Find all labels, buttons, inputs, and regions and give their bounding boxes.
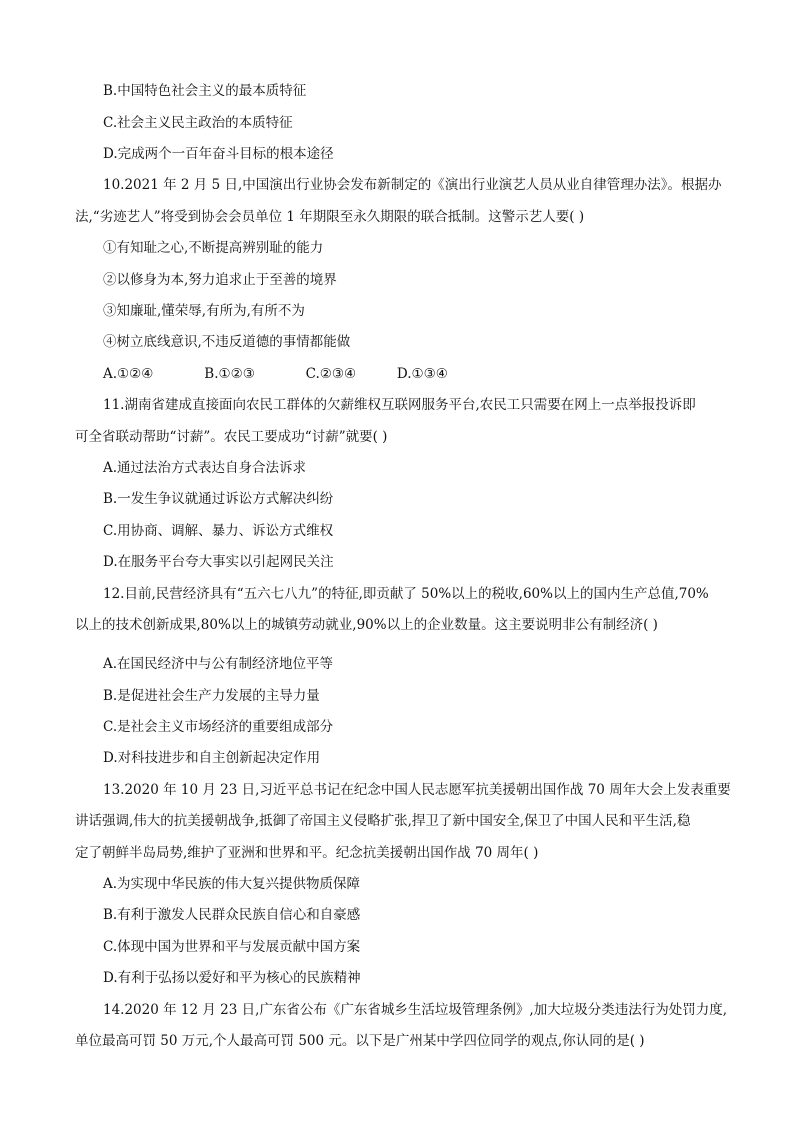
q9-option-d: D.完成两个一百年奋斗目标的根本途径 [103,146,334,162]
q13-option-d: D.有利于弘扬以爱好和平为核心的民族精神 [103,970,361,986]
q12-option-c: C.是社会主义市场经济的重要组成部分 [103,719,334,735]
q11-option-a: A.通过法治方式表达自身合法诉求 [103,460,307,476]
q13-stem-line-2: 讲话强调,伟大的抗美援朝战争,抵御了帝国主义侵略扩张,捍卫了新中国安全,保卫了中国人民和平生活,稳 [75,813,691,829]
q13-option-a: A.为实现中华民族的伟大复兴提供物质保障 [103,876,361,892]
q9-option-c: C.社会主义民主政治的本质特征 [103,115,293,131]
q11-stem-line-1: 11.湖南省建成直接面向农民工群体的欠薪维权互联网服务平台,农民工只需要在网上一点举报投诉即 [103,397,696,413]
q11-stem-line-2: 可全省联动帮助“讨薪”。农民工要成功“讨薪”就要( ) [75,429,388,445]
q10-stem-line-1: 10.2021 年 2 月 5 日,中国演出行业协会发布新制定的《演出行业演艺人员从业自律管理办法》。根据办 [103,177,722,193]
q10-statement-1: ①有知耻之心,不断提高辨别耻的能力 [103,240,324,256]
q11-option-b: B.一发生争议就通过诉讼方式解决纠纷 [103,491,334,507]
q13-stem-line-1: 13.2020 年 10 月 23 日,习近平总书记在纪念中国人民志愿军抗美援朝出国作战 70 周年大会上发表重要 [103,782,731,798]
q10-statement-3: ③知廉耻,懂荣辱,有所为,有所不为 [103,303,305,319]
q11-option-d: D.在服务平台夸大事实以引起网民关注 [103,554,334,570]
q14-stem-line-2: 单位最高可罚 50 万元,个人最高可罚 500 元。以下是广州某中学四位同学的观点,你认同的是( ) [75,1033,645,1049]
q12-option-a: A.在国民经济中与公有制经济地位平等 [103,656,334,672]
q14-stem-line-1: 14.2020 年 12 月 23 日,广东省公布《广东省城乡生活垃圾管理条例》,加大垃圾分类违法行为处罚力度, [103,1002,728,1018]
q12-stem-line-2: 以上的技术创新成果,80%以上的城镇劳动就业,90%以上的企业数量。这主要说明非公有制经济( ) [75,617,658,633]
q10-statement-2: ②以修身为本,努力追求止于至善的境界 [103,272,337,288]
q12-option-b: B.是促进社会生产力发展的主导力量 [103,688,320,704]
q10-choice-c: C.②③④ [305,366,357,382]
q11-option-c: C.用协商、调解、暴力、诉讼方式维权 [103,523,334,539]
q10-choices [103,365,448,383]
q13-stem-line-3: 定了朝鲜半岛局势,维护了亚洲和世界和平。纪念抗美援朝出国作战 70 周年( ) [75,845,539,861]
q10-statement-4: ④树立底线意识,不违反道德的事情都能做 [103,334,351,350]
q10-choice-a: A.①②④ [103,366,154,382]
q12-option-d: D.对科技进步和自主创新起决定作用 [103,750,321,766]
q12-stem-line-1: 12.目前,民营经济具有“五六七八九”的特征,即贡献了 50%以上的税收,60%以上的国内生产总值,70% [103,586,709,602]
q10-stem-line-2: 法,“劣迹艺人”将受到协会会员单位 1 年期限至永久期限的联合抵制。这警示艺人要( ) [75,209,585,225]
q13-option-b: B.有利于激发人民群众民族自信心和自豪感 [103,907,361,923]
q13-option-c: C.体现中国为世界和平与发展贡献中国方案 [103,939,361,955]
q9-option-b: B.中国特色社会主义的最本质特征 [103,83,307,99]
q10-choice-b: B.①②③ [204,366,255,382]
q10-choice-d: D.①③④ [396,366,448,382]
